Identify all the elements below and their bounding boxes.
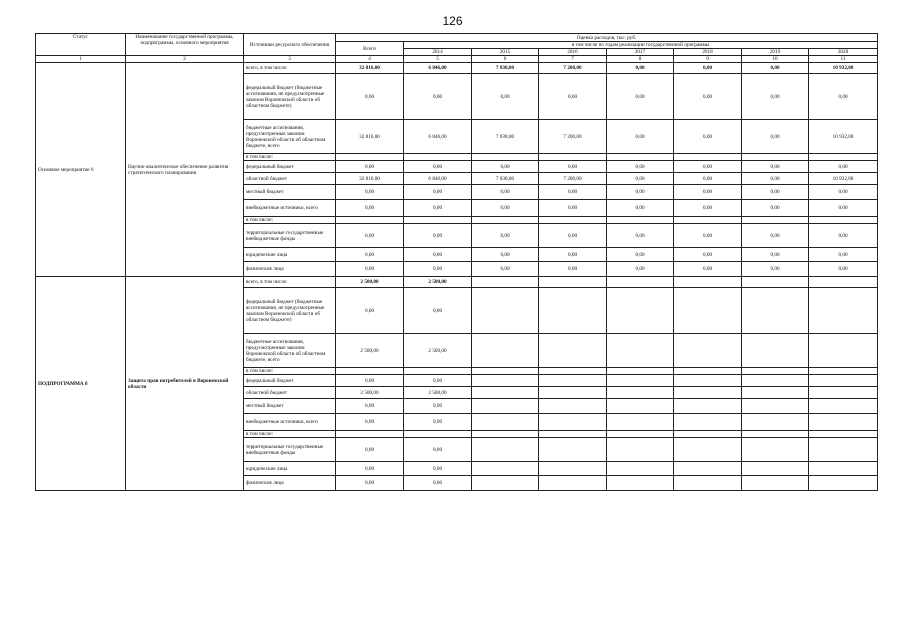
- value-year: [607, 334, 674, 368]
- value-year: 0,00: [404, 438, 472, 462]
- funding-source: федеральный бюджет (бюджетные ассигнования, не предусмотренные законом Воронежской области об областном бюджете): [244, 74, 336, 120]
- funding-source: в том числе:: [244, 368, 336, 375]
- value-year: [472, 387, 539, 399]
- funding-source: всего, в том числе:: [244, 277, 336, 288]
- value-year: 0,00: [674, 74, 742, 120]
- value-year: [809, 387, 878, 399]
- value-year: [607, 288, 674, 334]
- value-year: 0,00: [674, 173, 742, 185]
- funding-source: федеральный бюджет: [244, 161, 336, 173]
- value-year: [607, 277, 674, 288]
- value-year: [742, 217, 809, 224]
- value-year: 0,00: [472, 185, 539, 200]
- value-year: 0,00: [809, 224, 878, 248]
- value-year: 10 932,00: [809, 120, 878, 154]
- value-year: [742, 288, 809, 334]
- value-year: 0,00: [404, 375, 472, 387]
- value-year: 0,00: [472, 200, 539, 217]
- header-year: 2016: [539, 49, 607, 56]
- column-number: 10: [742, 56, 809, 63]
- value-year: [472, 431, 539, 438]
- value-year: 0,00: [809, 74, 878, 120]
- value-year: [472, 368, 539, 375]
- funding-source: федеральный бюджет (бюджетные ассигнования, не предусмотренные законом Воронежской области об областном бюджете): [244, 288, 336, 334]
- value-year: [539, 277, 607, 288]
- column-number: 7: [539, 56, 607, 63]
- value-year: [472, 438, 539, 462]
- value-year: 2 500,00: [404, 334, 472, 368]
- value-year: 0,00: [607, 248, 674, 262]
- value-year: [809, 277, 878, 288]
- column-number: 1: [36, 56, 126, 63]
- value-year: [472, 399, 539, 414]
- value-year: 7 838,00: [472, 173, 539, 185]
- value-year: [404, 217, 472, 224]
- value-year: [472, 154, 539, 161]
- column-number: 5: [404, 56, 472, 63]
- value-year: 7 200,00: [539, 63, 607, 74]
- value-year: 0,00: [404, 399, 472, 414]
- value-total: [336, 154, 404, 161]
- value-year: [472, 217, 539, 224]
- value-year: 0,00: [404, 200, 472, 217]
- value-year: 0,00: [742, 248, 809, 262]
- value-year: [472, 462, 539, 476]
- value-year: [809, 476, 878, 491]
- value-year: 0,00: [472, 224, 539, 248]
- value-total: 0,00: [336, 224, 404, 248]
- value-year: [607, 431, 674, 438]
- value-year: [674, 334, 742, 368]
- value-total: 2 500,00: [336, 277, 404, 288]
- value-year: [809, 399, 878, 414]
- value-year: 0,00: [472, 74, 539, 120]
- value-total: 0,00: [336, 161, 404, 173]
- value-year: 0,00: [607, 262, 674, 277]
- value-year: [674, 154, 742, 161]
- value-year: 0,00: [404, 262, 472, 277]
- value-year: [809, 375, 878, 387]
- value-year: [539, 154, 607, 161]
- value-total: 0,00: [336, 288, 404, 334]
- funding-source: в том числе:: [244, 431, 336, 438]
- value-year: [607, 399, 674, 414]
- value-year: [472, 375, 539, 387]
- funding-source: территориальные государственные внебюджетные фонды: [244, 438, 336, 462]
- value-year: 0,00: [404, 185, 472, 200]
- value-year: [539, 387, 607, 399]
- value-year: 10 932,00: [809, 63, 878, 74]
- value-year: [607, 438, 674, 462]
- value-year: [674, 462, 742, 476]
- value-year: 2 500,00: [404, 277, 472, 288]
- value-total: 0,00: [336, 200, 404, 217]
- value-year: 0,00: [809, 161, 878, 173]
- value-total: 0,00: [336, 248, 404, 262]
- value-year: [472, 334, 539, 368]
- value-year: 0,00: [674, 262, 742, 277]
- value-year: 0,00: [539, 74, 607, 120]
- value-year: [674, 438, 742, 462]
- value-total: 2 500,00: [336, 387, 404, 399]
- value-year: 0,00: [607, 185, 674, 200]
- value-year: 0,00: [607, 161, 674, 173]
- table-row: [36, 63, 878, 74]
- value-year: [674, 288, 742, 334]
- funding-source: бюджетные ассигнования, предусмотренные законом Воронежской области об областном бюджете, всего: [244, 120, 336, 154]
- header-source: Источники ресурсного обеспечения: [244, 34, 336, 56]
- value-year: [539, 438, 607, 462]
- value-year: [472, 277, 539, 288]
- value-year: [607, 462, 674, 476]
- value-year: [674, 399, 742, 414]
- value-year: 0,00: [607, 120, 674, 154]
- funding-source: внебюджетные источники, всего: [244, 200, 336, 217]
- value-year: 0,00: [809, 185, 878, 200]
- value-total: [336, 368, 404, 375]
- value-total: 0,00: [336, 74, 404, 120]
- value-year: [539, 399, 607, 414]
- value-year: 0,00: [742, 161, 809, 173]
- value-year: [742, 334, 809, 368]
- value-total: 0,00: [336, 462, 404, 476]
- value-year: [742, 277, 809, 288]
- value-year: [607, 387, 674, 399]
- value-year: 0,00: [472, 161, 539, 173]
- value-total: [336, 431, 404, 438]
- header-year: 2018: [674, 49, 742, 56]
- column-number: 2: [126, 56, 244, 63]
- value-total: 0,00: [336, 438, 404, 462]
- value-year: [539, 288, 607, 334]
- value-year: 0,00: [404, 288, 472, 334]
- value-year: 0,00: [674, 248, 742, 262]
- value-year: [809, 154, 878, 161]
- value-year: 0,00: [539, 185, 607, 200]
- value-year: 0,00: [674, 200, 742, 217]
- value-year: [809, 334, 878, 368]
- value-year: [674, 431, 742, 438]
- value-year: 0,00: [607, 200, 674, 217]
- funding-source: юридические лица: [244, 248, 336, 262]
- value-year: [742, 375, 809, 387]
- header-by-years: в том числе по годам реализации государственной программы: [404, 42, 878, 49]
- funding-source: физические лица: [244, 262, 336, 277]
- value-year: [539, 431, 607, 438]
- value-year: [539, 375, 607, 387]
- value-total: 2 500,00: [336, 334, 404, 368]
- value-year: [539, 414, 607, 431]
- value-year: [742, 399, 809, 414]
- table-row: [36, 277, 878, 288]
- funding-source: физические лица: [244, 476, 336, 491]
- value-year: 0,00: [674, 161, 742, 173]
- value-year: 7 200,00: [539, 120, 607, 154]
- value-year: 0,00: [809, 262, 878, 277]
- column-number: 6: [472, 56, 539, 63]
- value-year: [742, 154, 809, 161]
- column-number: 4: [336, 56, 404, 63]
- value-year: 0,00: [674, 63, 742, 74]
- value-year: [539, 476, 607, 491]
- value-year: 6 846,00: [404, 173, 472, 185]
- value-year: [539, 217, 607, 224]
- value-year: [674, 414, 742, 431]
- value-year: 6 846,00: [404, 120, 472, 154]
- value-year: 0,00: [539, 262, 607, 277]
- header-year: 2020: [809, 49, 878, 56]
- value-year: [809, 438, 878, 462]
- value-year: [472, 414, 539, 431]
- value-year: 0,00: [472, 262, 539, 277]
- value-year: [742, 368, 809, 375]
- value-year: 0,00: [742, 63, 809, 74]
- value-year: 7 838,00: [472, 63, 539, 74]
- value-year: [674, 368, 742, 375]
- value-total: 0,00: [336, 375, 404, 387]
- value-year: [809, 288, 878, 334]
- value-year: [809, 431, 878, 438]
- value-year: 0,00: [809, 200, 878, 217]
- value-year: [674, 375, 742, 387]
- value-year: [809, 217, 878, 224]
- funding-source: местный бюджет: [244, 399, 336, 414]
- funding-source: в том числе:: [244, 154, 336, 161]
- value-year: 0,00: [742, 173, 809, 185]
- row-status: ПОДПРОГРАММА 8: [36, 277, 126, 491]
- value-year: [742, 462, 809, 476]
- value-year: 0,00: [539, 248, 607, 262]
- value-year: [674, 277, 742, 288]
- value-year: 10 932,00: [809, 173, 878, 185]
- funding-source: федеральный бюджет: [244, 375, 336, 387]
- value-year: [742, 476, 809, 491]
- value-year: 0,00: [404, 224, 472, 248]
- value-year: 0,00: [742, 74, 809, 120]
- value-total: 0,00: [336, 399, 404, 414]
- value-total: 0,00: [336, 262, 404, 277]
- value-year: [607, 217, 674, 224]
- value-year: 0,00: [607, 224, 674, 248]
- header-estimate: Оценка расходов, тыс. руб.: [336, 34, 878, 42]
- value-year: [607, 154, 674, 161]
- value-total: 32 816,00: [336, 120, 404, 154]
- header-year: 2019: [742, 49, 809, 56]
- value-year: [742, 387, 809, 399]
- value-year: [404, 368, 472, 375]
- value-year: [674, 476, 742, 491]
- value-total: 0,00: [336, 185, 404, 200]
- value-year: 2 500,00: [404, 387, 472, 399]
- header-year: 2014: [404, 49, 472, 56]
- column-number: 3: [244, 56, 336, 63]
- value-year: 0,00: [404, 476, 472, 491]
- value-year: 0,00: [742, 262, 809, 277]
- value-year: [404, 431, 472, 438]
- funding-source: в том числе:: [244, 217, 336, 224]
- value-year: [472, 476, 539, 491]
- funding-source: всего, в том числе:: [244, 63, 336, 74]
- value-year: [539, 368, 607, 375]
- row-name: Научно-аналитическое обеспечение развития стратегического планирования: [126, 63, 244, 277]
- column-number: 11: [809, 56, 878, 63]
- funding-source: бюджетные ассигнования, предусмотренные законом Воронежской области об областном бюджете, всего: [244, 334, 336, 368]
- value-year: 0,00: [472, 248, 539, 262]
- column-number: 9: [674, 56, 742, 63]
- funding-source: территориальные государственные внебюджетные фонды: [244, 224, 336, 248]
- value-total: [336, 217, 404, 224]
- value-year: 0,00: [742, 224, 809, 248]
- value-year: [742, 431, 809, 438]
- page-number: 126: [442, 14, 463, 28]
- value-year: 0,00: [674, 224, 742, 248]
- value-total: 32 816,00: [336, 63, 404, 74]
- value-year: [809, 414, 878, 431]
- value-year: 0,00: [674, 120, 742, 154]
- value-year: 7 838,00: [472, 120, 539, 154]
- value-year: 0,00: [742, 185, 809, 200]
- value-year: [404, 154, 472, 161]
- value-year: 0,00: [404, 462, 472, 476]
- value-year: [742, 414, 809, 431]
- value-year: [539, 334, 607, 368]
- value-total: 0,00: [336, 414, 404, 431]
- value-year: 0,00: [539, 200, 607, 217]
- value-year: 0,00: [607, 74, 674, 120]
- header-name: Наименование государственной программы, подпрограммы, основного мероприятия: [126, 34, 244, 56]
- value-year: 7 200,00: [539, 173, 607, 185]
- value-year: 0,00: [674, 185, 742, 200]
- value-year: [607, 414, 674, 431]
- header-status: Статус: [36, 34, 126, 56]
- budget-table: [35, 33, 878, 491]
- value-year: [607, 375, 674, 387]
- funding-source: местный бюджет: [244, 185, 336, 200]
- value-year: [809, 462, 878, 476]
- value-year: [742, 438, 809, 462]
- header-year: 2017: [607, 49, 674, 56]
- value-year: 0,00: [742, 200, 809, 217]
- row-status: Основное мероприятие 6: [36, 63, 126, 277]
- value-year: 0,00: [404, 161, 472, 173]
- row-name: Защита прав потребителей в Воронежской области: [126, 277, 244, 491]
- value-year: [607, 476, 674, 491]
- value-year: 0,00: [607, 63, 674, 74]
- value-year: [472, 288, 539, 334]
- column-number: 8: [607, 56, 674, 63]
- value-year: 0,00: [809, 248, 878, 262]
- value-year: [607, 368, 674, 375]
- header-year: 2015: [472, 49, 539, 56]
- value-total: 32 816,00: [336, 173, 404, 185]
- funding-source: юридические лица: [244, 462, 336, 476]
- value-year: 0,00: [404, 414, 472, 431]
- value-year: 0,00: [404, 74, 472, 120]
- value-year: 0,00: [607, 173, 674, 185]
- funding-source: внебюджетные источники, всего: [244, 414, 336, 431]
- header-total: Всего: [336, 42, 404, 56]
- value-year: 6 846,00: [404, 63, 472, 74]
- value-year: 0,00: [742, 120, 809, 154]
- value-year: 0,00: [539, 161, 607, 173]
- value-year: [674, 387, 742, 399]
- value-year: [674, 217, 742, 224]
- value-year: 0,00: [404, 248, 472, 262]
- value-year: [809, 368, 878, 375]
- value-year: 0,00: [539, 224, 607, 248]
- value-total: 0,00: [336, 476, 404, 491]
- funding-source: областной бюджет: [244, 387, 336, 399]
- funding-source: областной бюджет: [244, 173, 336, 185]
- value-year: [539, 462, 607, 476]
